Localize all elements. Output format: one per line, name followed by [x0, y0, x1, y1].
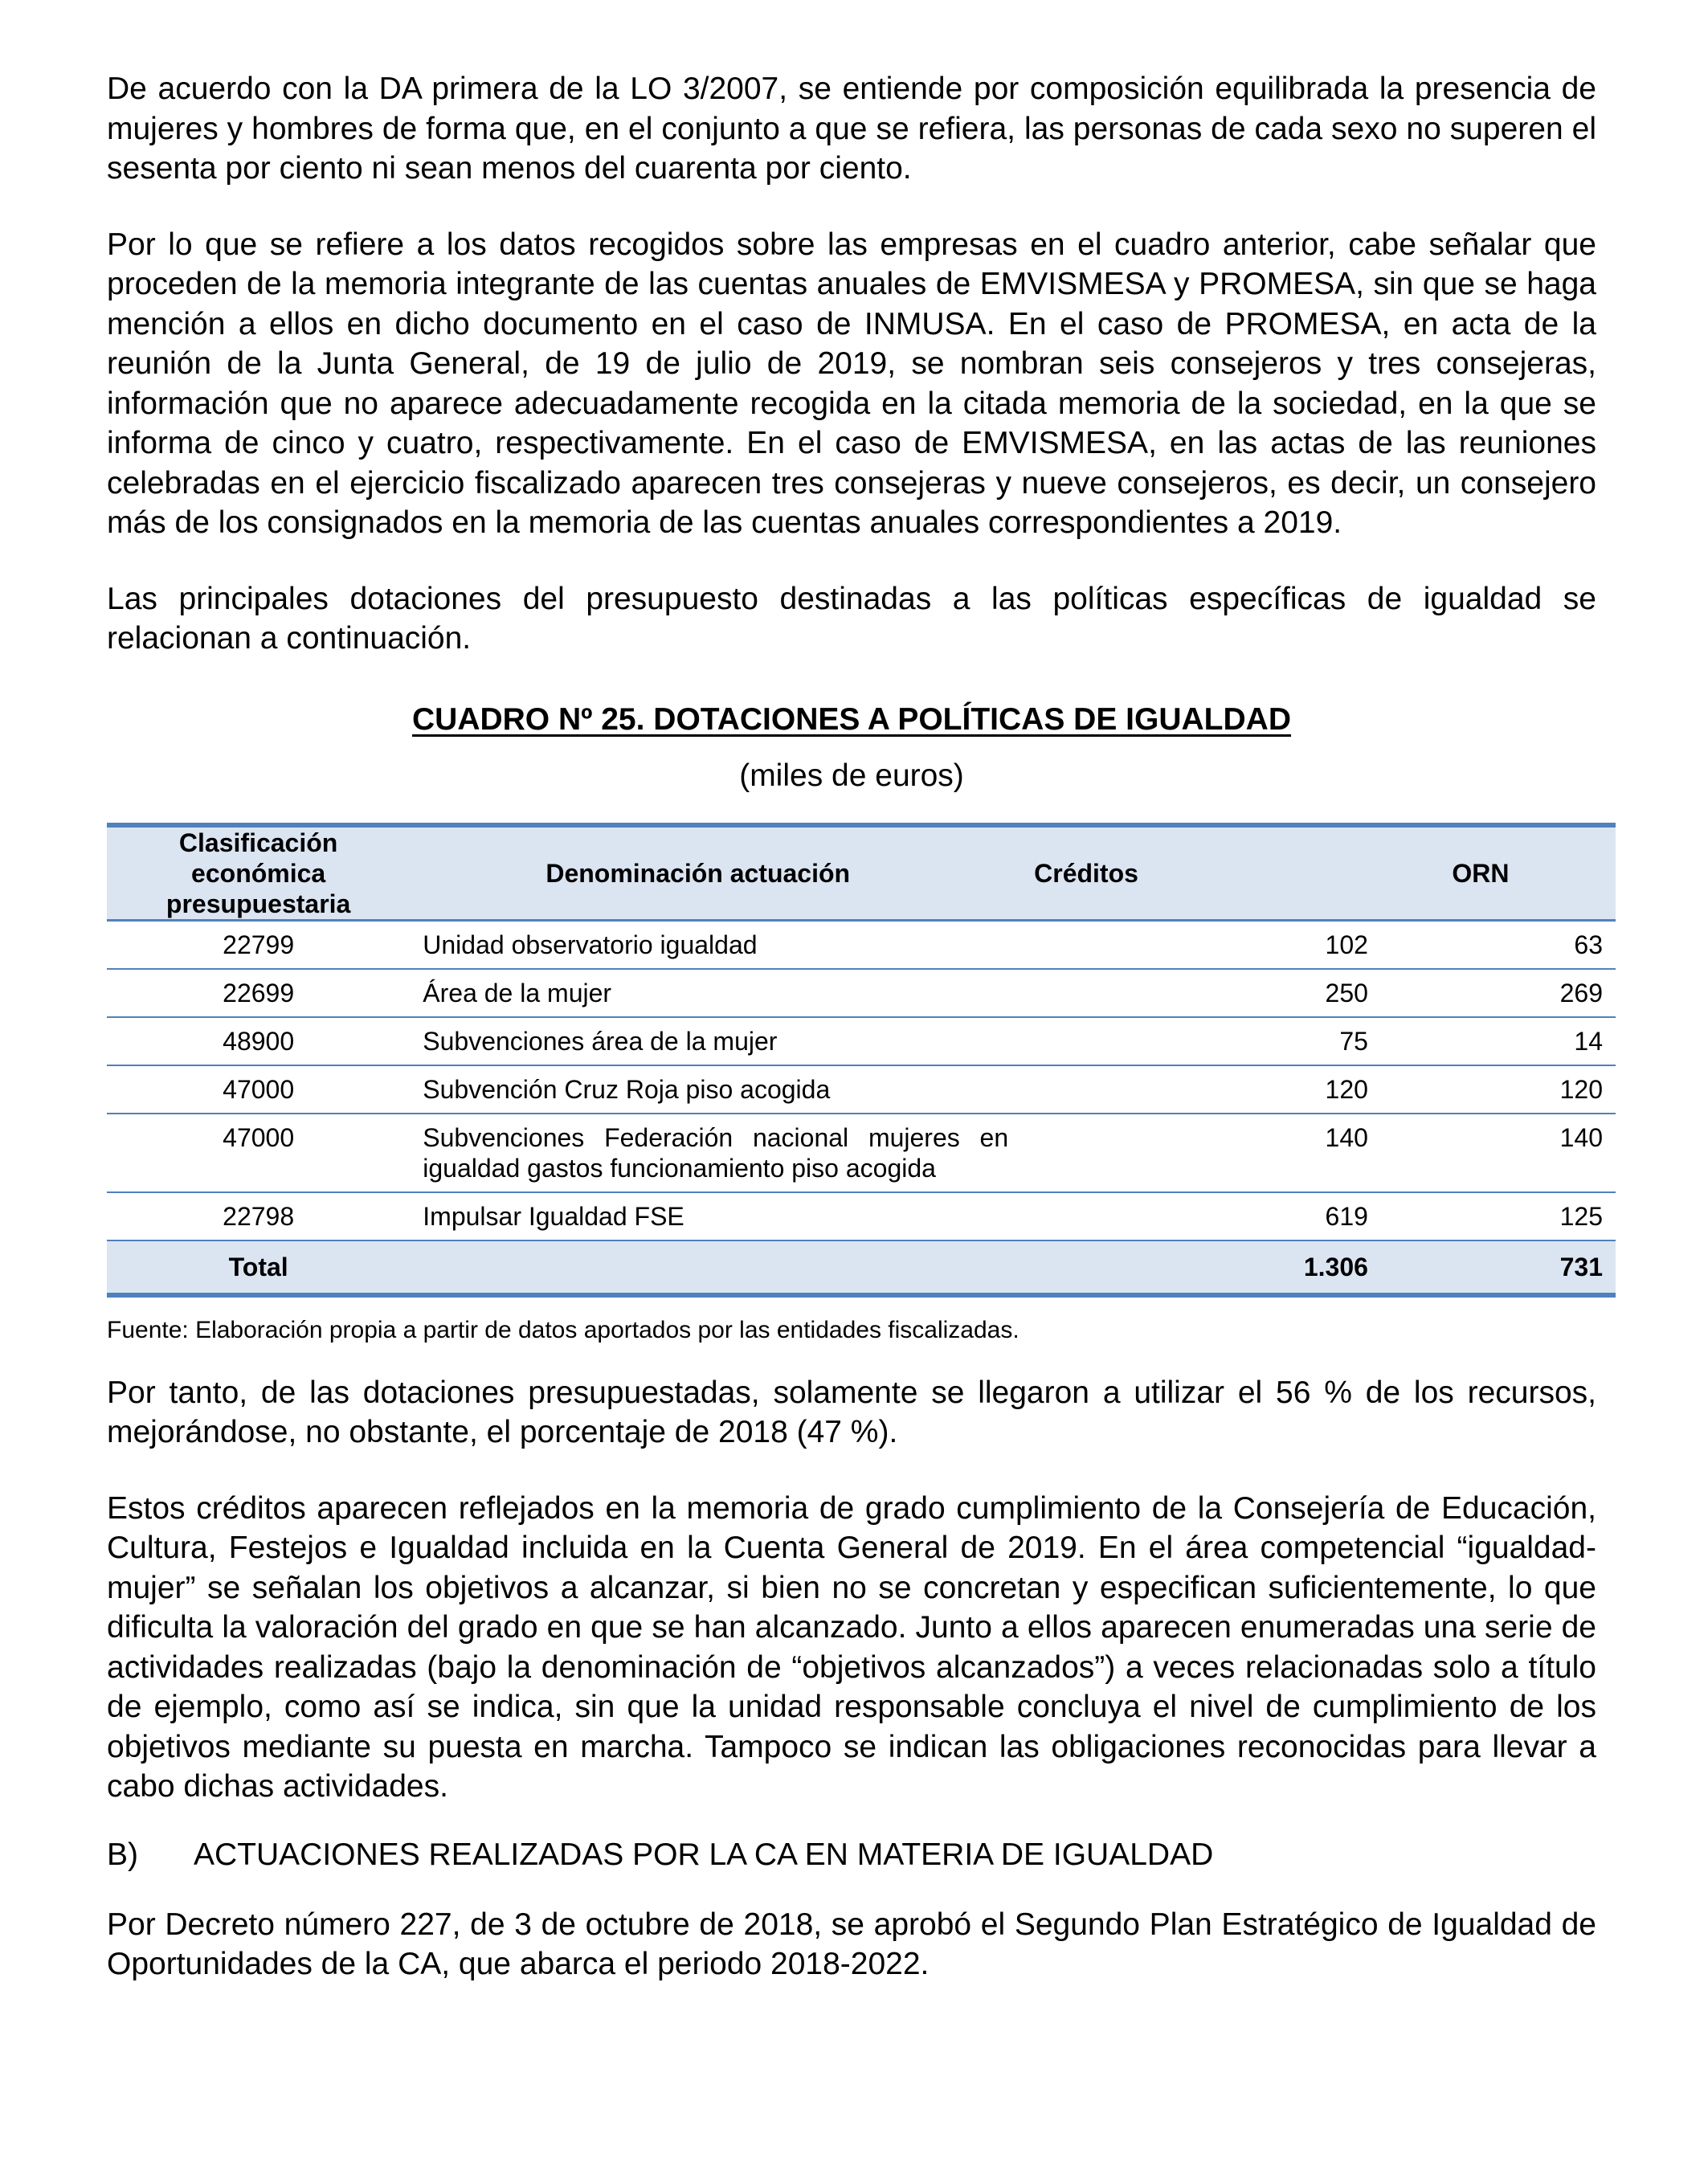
total-creditos: 1.306: [1303, 1252, 1368, 1281]
table-row: [107, 920, 1616, 969]
total-orn: 731: [1559, 1252, 1603, 1281]
cell-denominacion: Subvención Cruz Roja piso acogida: [423, 1074, 831, 1104]
paragraph-memoria-grado: Estos créditos aparecen reflejados en la memoria de grado cumplimiento de la Consejería de Educación, Cultura, Festejos e Igualdad incluida en la Cuenta General de 2019. En el área competencial “igualdad-mujer” se señalan los objetivos a alcanzar, si bien no se concretan y especifican suficientemente, lo que dificulta la valoración del grado en que se han alcanzado. Junto a ellos aparecen enumeradas una serie de actividades realizadas (bajo la denominación de “objetivos alcanzados”) a veces relacionadas solo a título de ejemplo, como así se indica, sin que la unidad responsable concluya el nivel de cumplimiento de los objetivos mediante su puesta en marcha. Tampoco se indican las obligaciones reconocidas para llevar a cabo dichas actividades.: [107, 1490, 1596, 1804]
paragraph-composicion: De acuerdo con la DA primera de la LO 3/2007, se entiende por composición equilibrada la presencia de mujeres y hombres de forma que, en el conjunto a que se refiera, las personas de cada sexo no superen el sesenta por ciento ni sean menos del cuarenta por ciento.: [107, 72, 1596, 186]
cell-orn: 140: [1559, 1122, 1603, 1152]
budget-table: [107, 823, 1616, 1298]
cell-denominacion: Impulsar Igualdad FSE: [423, 1201, 684, 1231]
total-label: Total: [228, 1252, 288, 1281]
cell-clasificacion: 22799: [223, 930, 295, 959]
cell-creditos: 619: [1325, 1201, 1368, 1231]
cell-clasificacion: 47000: [223, 1122, 295, 1152]
table-source-note: Fuente: Elaboración propia a partir de datos aportados por las entidades fiscalizadas.: [107, 1316, 1019, 1343]
cell-denominacion: Área de la mujer: [423, 978, 612, 1007]
cell-creditos: 75: [1339, 1026, 1368, 1056]
cell-orn: 125: [1559, 1201, 1603, 1231]
paragraph-dotaciones-intro: Las principales dotaciones del presupuesto destinadas a las políticas específicas de igualdad se relacionan a continuación.: [107, 581, 1596, 656]
table-header-row: [107, 825, 1616, 921]
header-clasificacion: Clasificación económica presupuestaria: [165, 828, 351, 918]
section-b-title: ACTUACIONES REALIZADAS POR LA CA EN MATERIA DE IGUALDAD: [194, 1837, 1214, 1872]
table-subtitle: (miles de euros): [739, 758, 964, 793]
cell-creditos: 250: [1325, 978, 1368, 1007]
cell-creditos: 102: [1325, 930, 1368, 959]
cell-orn: 269: [1559, 978, 1603, 1007]
table-title: CUADRO Nº 25. DOTACIONES A POLÍTICAS DE IGUALDAD: [411, 701, 1292, 737]
paragraph-decreto: Por Decreto número 227, de 3 de octubre de 2018, se aprobó el Segundo Plan Estratégico de Igualdad de Oportunidades de la CA, que abarca el periodo 2018-2022.: [107, 1907, 1596, 1981]
table-row: [107, 1017, 1616, 1065]
header-creditos: Créditos: [1034, 858, 1138, 888]
table-row: [107, 1114, 1616, 1192]
paragraph-empresas: Por lo que se refiere a los datos recogidos sobre las empresas en el cuadro anterior, cabe señalar que proceden de la memoria integrante de las cuentas anuales de EMVISMESA y PROMESA, sin que se haga mención a ellos en dicho documento en el caso de INMUSA. En el caso de PROMESA, en acta de la reunión de la Junta General, de 19 de julio de 2019, se nombran seis consejeros y tres consejeras, información que no aparece adecuadamente recogida en la citada memoria de la sociedad, en la que se informa de cinco y cuatro, respectivamente. En el caso de EMVISMESA, en las actas de las reuniones celebradas en el ejercicio fiscalizado aparecen tres consejeras y nueve consejeros, es decir, un consejero más de los consignados en la memoria de las cuentas anuales correspondientes a 2019.: [107, 227, 1596, 540]
cell-denominacion: Unidad observatorio igualdad: [423, 930, 758, 959]
cell-orn: 63: [1574, 930, 1603, 959]
cell-orn: 120: [1559, 1074, 1603, 1104]
cell-denominacion: Subvenciones Federación nacional mujeres en igualdad gastos funcionamiento piso acogida: [423, 1122, 1009, 1183]
section-b-number: B): [107, 1837, 138, 1872]
cell-clasificacion: 47000: [223, 1074, 295, 1104]
cell-creditos: 120: [1325, 1074, 1368, 1104]
table-row: [107, 1065, 1616, 1114]
header-denominacion: Denominación actuación: [545, 858, 851, 888]
cell-creditos: 140: [1325, 1122, 1368, 1152]
document-page: [107, 69, 1603, 1984]
total-empty: [410, 1240, 1021, 1295]
section-b-heading: [107, 1837, 1596, 1873]
paragraph-utilizacion: Por tanto, de las dotaciones presupuestadas, solamente se llegaron a utilizar el 56 % de los recursos, mejorándose, no obstante, el porcentaje de 2018 (47 %).: [107, 1375, 1596, 1449]
table-row: [107, 969, 1616, 1017]
table-row: [107, 1192, 1616, 1240]
cell-denominacion: Subvenciones área de la mujer: [423, 1026, 778, 1056]
cell-clasificacion: 48900: [223, 1026, 295, 1056]
table-total-row: [107, 1240, 1616, 1295]
cell-clasificacion: 22699: [223, 978, 295, 1007]
cell-clasificacion: 22798: [223, 1201, 295, 1231]
cell-orn: 14: [1574, 1026, 1603, 1056]
header-orn: ORN: [1452, 858, 1510, 888]
